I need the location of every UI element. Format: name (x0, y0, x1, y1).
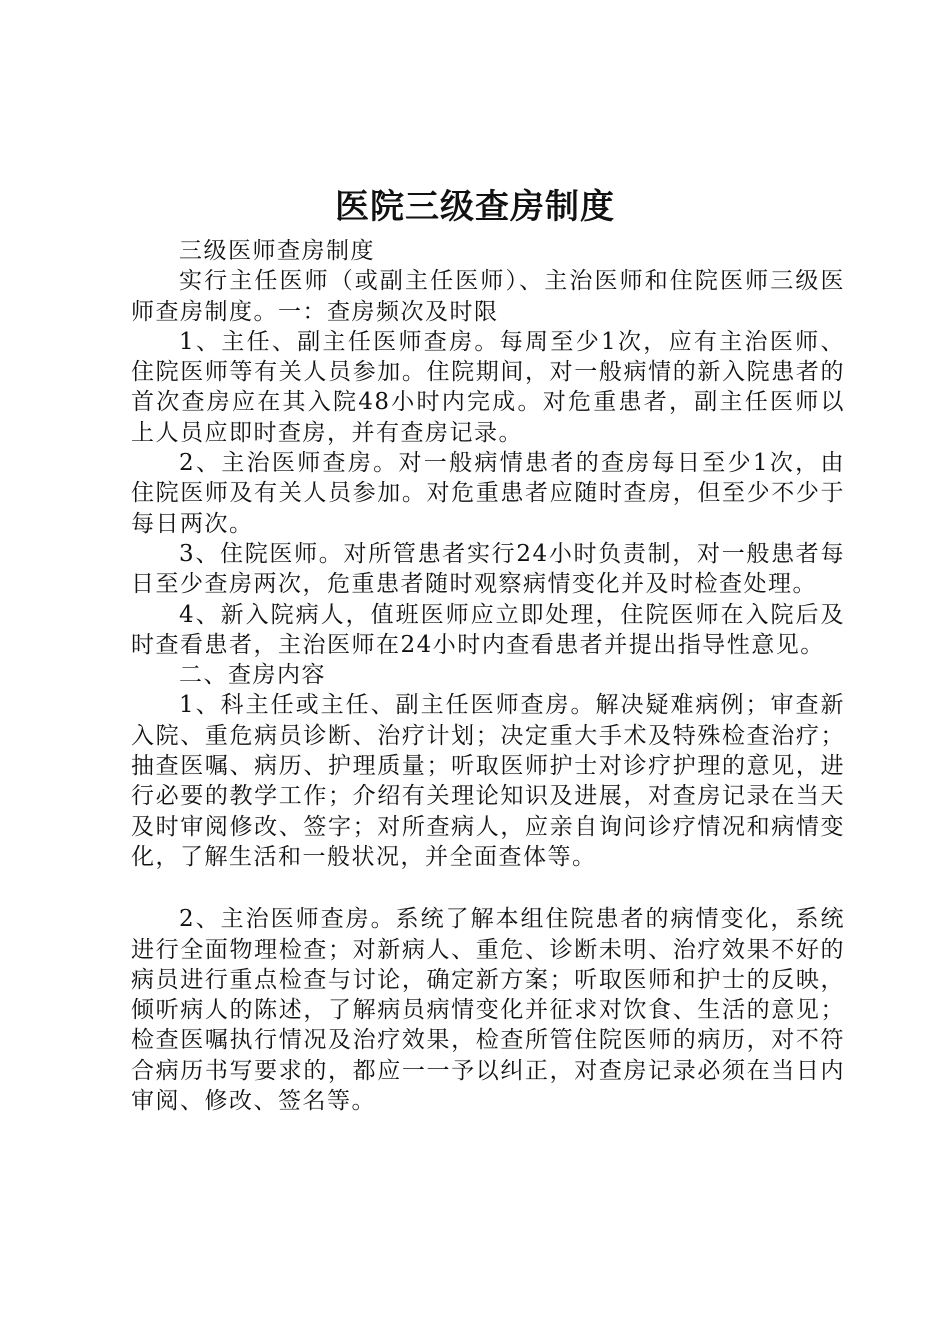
frequency-item-3: 3、住院医师。对所管患者实行24小时负责制，对一般患者每日至少查房两次，危重患者随时观察病情变化并及时检查处理。 (131, 540, 845, 598)
content-item-1: 1、科主任或主任、副主任医师查房。解决疑难病例；审查新入院、重危病员诊断、治疗计划；决定重大手术及特殊检查治疗；抽查医嘱、病历、护理质量；听取医师护士对诊疗护理的意见，进行必要的教学工作；介绍有关理论知识及进展，对查房记录在当天及时审阅修改、签字；对所查病人，应亲自询问诊疗情况和病情变化，了解生活和一般状况，并全面查体等。 (131, 692, 845, 870)
section-heading-content: 二、查房内容 (179, 662, 326, 689)
section-heading-ward-round-system: 三级医师查房制度 (179, 238, 375, 264)
content-item-2: 2、主治医师查房。系统了解本组住院患者的病情变化，系统进行全面物理检查；对新病人、重危、诊断未明、治疗效果不好的病员进行重点检查与讨论，确定新方案；听取医师和护士的反映，倾听病人的陈述，了解病员病情变化并征求对饮食、生活的意见；检查医嘱执行情况及治疗效果，检查所管住院医师的病历，对不符合病历书写要求的，都应一一予以纠正，对查房记录必须在当日内审阅、修改、签名等。 (131, 906, 845, 1115)
document-title: 医院三级查房制度 (335, 187, 615, 227)
paragraph-spacer (131, 872, 845, 904)
document-body (131, 236, 845, 1116)
frequency-item-1: 1、主任、副主任医师查房。每周至少1次，应有主治医师、住院医师等有关人员参加。住院期间，对一般病情的新入院患者的首次查房应在其入院48小时内完成。对危重患者，副主任医师以上人员应即时查房，并有查房记录。 (131, 328, 845, 446)
frequency-item-2: 2、主治医师查房。对一般病情患者的查房每日至少1次，由住院医师及有关人员参加。对危重患者应随时查房，但至少不少于每日两次。 (131, 450, 845, 537)
frequency-item-4: 4、新入院病人，值班医师应立即处理，住院医师在入院后及时查看患者，主治医师在24小时内查看患者并提出指导性意见。 (131, 601, 845, 658)
intro-paragraph: 实行主任医师（或副主任医师）、主治医师和住院医师三级医师查房制度。一：查房频次及时限 (131, 268, 845, 325)
